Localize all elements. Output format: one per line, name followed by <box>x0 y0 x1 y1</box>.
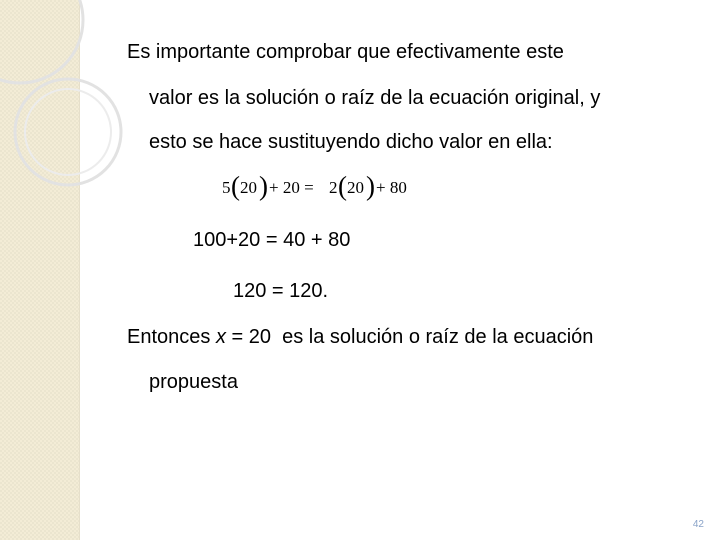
equation-value-right: 20 <box>347 178 364 197</box>
conclusion-line-1 <box>127 325 593 349</box>
paragraph-line-3: esto se hace sustituyendo dicho valor en ella: <box>149 131 553 153</box>
equation-coef-left: 5 <box>222 178 231 197</box>
page-number: 42 <box>692 519 704 530</box>
conclusion-variable: x <box>215 326 226 348</box>
equation-step-1: 100+20 = 40 + 80 <box>193 229 351 251</box>
conclusion-after: = 20 es la solución o raíz de la ecuación <box>225 326 594 348</box>
conclusion-before: Entonces <box>127 326 211 348</box>
equation-tail: + 80 <box>376 178 407 197</box>
paragraph-line-1: Es importante comprobar que efectivamente este <box>127 41 564 63</box>
side-decoration-panel <box>0 0 80 540</box>
equation-step-2: 120 = 120. <box>233 280 329 302</box>
paren-open-left: ( <box>231 171 240 201</box>
paren-close-right: ) <box>366 171 375 201</box>
paren-open-right: ( <box>338 171 347 201</box>
equation-coef-right: 2 <box>329 178 338 197</box>
paragraph-line-2: valor es la solución o raíz de la ecuación original, y <box>149 87 601 109</box>
equation-middle-term: + 20 = <box>269 178 314 197</box>
paren-close-left: ) <box>259 171 268 201</box>
substitution-equation <box>222 170 444 202</box>
equation-value-left: 20 <box>240 178 257 197</box>
conclusion-line-2: propuesta <box>149 371 238 393</box>
